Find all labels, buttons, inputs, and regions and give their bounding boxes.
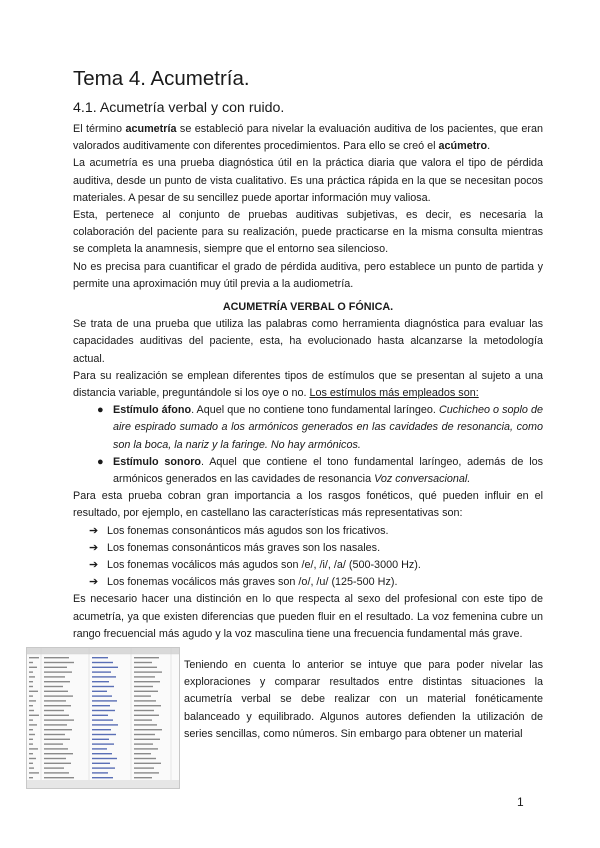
table-cell-scribble — [44, 671, 72, 672]
list-term: Estímulo áfono — [113, 404, 192, 417]
table-cell-scribble — [134, 695, 151, 696]
subheading-acumetria-verbal: ACUMETRÍA VERBAL O FÓNICA. — [222, 301, 394, 314]
table-cell-scribble — [29, 695, 33, 696]
table-cell-scribble — [44, 719, 74, 720]
table-cell-scribble — [134, 777, 152, 778]
table-cell-scribble — [134, 734, 155, 735]
table-cell-scribble — [29, 729, 33, 730]
text-run: se estableció para nivelar la evaluación auditiva de los pacientes, que eran valorados auditivamente con diferentes procedimientos. Para ello se creó el — [73, 123, 543, 153]
text-run: El término — [73, 123, 126, 135]
table-cell-scribble — [29, 739, 33, 740]
table-cell-scribble — [134, 705, 161, 706]
table-cell-scribble — [29, 691, 38, 692]
table-cell-scribble — [44, 705, 71, 706]
table-cell-scribble — [92, 695, 112, 696]
table-cell-scribble — [29, 705, 33, 706]
table-cell-scribble — [44, 695, 73, 696]
table-cell-scribble — [29, 686, 33, 687]
table-cell-scribble — [29, 777, 33, 778]
table-cell-scribble — [44, 777, 74, 778]
table-cell-scribble — [134, 739, 160, 740]
list-term: Estímulo sonoro — [113, 455, 201, 468]
table-cell-scribble — [44, 743, 63, 744]
table-cell-scribble — [29, 767, 34, 768]
right-arrow-icon: ➔ — [89, 559, 99, 572]
list-item — [89, 523, 543, 540]
stimulus-list — [73, 402, 543, 488]
page-number: 1 — [517, 795, 524, 809]
table-cell-scribble — [44, 667, 67, 668]
list-text: . Aquel que no contiene tono fundamental laríngeo. — [191, 404, 439, 417]
table-cell-scribble — [92, 681, 109, 682]
table-cell-scribble — [44, 676, 65, 677]
table-cell-scribble — [92, 691, 107, 692]
table-cell-scribble — [44, 724, 67, 725]
table-cell-scribble — [44, 739, 70, 740]
table-cell-scribble — [134, 724, 157, 725]
paragraph-2: La acumetría es una prueba diagnóstica útil en la práctica diaria que valora el tipo de pérdida auditiva, desde un punto de vista cualitativo. Es una práctica rápida en la que se necesitan pocos materiales. A pesar de su sencillez puede aportar información muy valiosa. — [73, 157, 543, 204]
table-cell-scribble — [92, 662, 113, 663]
paragraph-6 — [73, 368, 543, 402]
table-cell-scribble — [29, 724, 37, 725]
table-cell-scribble — [134, 710, 154, 711]
paragraph-9: Teniendo en cuenta lo anterior se intuye que para poder nivelar las exploraciones y comparar resultados entre distintas situaciones la acumetría verbal se debe realizar con un material fonéticamente balanceado y equilibrado. Algunos autores defienden la utilización de series sencillas, como números. Sin embargo para obtener un material — [184, 659, 543, 740]
term-acumetro: acúmetro — [438, 140, 488, 153]
table-cell-scribble — [92, 772, 108, 773]
document-body — [73, 66, 543, 643]
table-cell-scribble — [29, 719, 33, 720]
table-cell-scribble — [29, 700, 36, 701]
table-cell-scribble — [134, 729, 162, 730]
table-cell-scribble — [44, 691, 68, 692]
table-cell-scribble — [92, 686, 114, 687]
right-arrow-icon: ➔ — [89, 541, 99, 554]
bullet-icon: ● — [97, 455, 104, 468]
table-cell-scribble — [134, 667, 157, 668]
term-acumetria: acumetría — [125, 123, 177, 135]
text-beside-table — [184, 657, 543, 743]
table-cell-scribble — [134, 719, 152, 720]
list-item — [89, 540, 543, 557]
table-cell-scribble — [92, 715, 108, 716]
table-cell-scribble — [92, 743, 114, 744]
table-cell-scribble — [134, 681, 160, 682]
list-text: Los fonemas vocálicos más graves son /o/, /u/ (125-500 Hz). — [107, 576, 398, 589]
paragraph-7: Para esta prueba cobran gran importancia a los rasgos fonéticos, qué pueden influir en el resultado, por ejemplo, en castellano las características más representativas son: — [73, 490, 543, 520]
list-italic: Cuchicheo o soplo de aire espirado sumado a los armónicos generados en las cavidades de resonancia, como son la boca, la nariz y la faringe. No hay armónicos. — [113, 404, 544, 451]
list-item — [97, 454, 543, 488]
text-run: Para su realización se emplean diferentes tipos de estímulos que se presentan al sujeto a una distancia variable, preguntándole si los oye o no. — [73, 369, 543, 400]
table-cell-scribble — [44, 657, 69, 658]
table-cell-scribble — [92, 777, 113, 778]
table-cell-scribble — [134, 715, 159, 716]
table-cell-scribble — [44, 686, 63, 687]
table-cell-scribble — [92, 657, 108, 658]
table-cell-scribble — [92, 763, 110, 764]
table-cell-scribble — [134, 676, 155, 677]
table-cell-scribble — [29, 676, 35, 677]
section-heading: 4.1. Acumetría verbal y con ruido. — [73, 100, 285, 116]
table-cell-scribble — [29, 748, 38, 749]
table-cell-scribble — [92, 734, 116, 735]
text-run: . — [487, 140, 491, 153]
table-cell-scribble — [29, 681, 33, 682]
list-item — [89, 574, 543, 591]
table-cell-scribble — [29, 667, 37, 668]
table-cell-scribble — [134, 743, 153, 744]
list-item — [89, 557, 543, 574]
right-arrow-icon: ➔ — [89, 524, 99, 537]
table-cell-scribble — [44, 710, 64, 711]
paragraph-intro — [73, 121, 543, 155]
table-cell-scribble — [92, 758, 117, 759]
list-text: Los fonemas consonánticos más agudos son los fricativos. — [107, 524, 389, 537]
table-cell-scribble — [29, 715, 39, 716]
list-text: Los fonemas vocálicos más agudos son /e/, /i/, /a/ (500-3000 Hz). — [107, 559, 421, 572]
table-thumbnail-graphic — [27, 648, 179, 788]
table-cell-scribble — [44, 753, 73, 754]
table-cell-scribble — [92, 753, 112, 754]
table-cell-scribble — [92, 700, 117, 701]
table-cell-scribble — [44, 734, 65, 735]
table-cell-scribble — [92, 719, 113, 720]
table-cell-scribble — [29, 763, 33, 764]
table-cell-scribble — [134, 767, 154, 768]
paragraph-5: Se trata de una prueba que utiliza las palabras como herramienta diagnóstica para evaluar las capacidades auditivas del paciente, esta, ha evolucionado hasta alcanzarse la metodología actual. — [73, 318, 543, 365]
table-cell-scribble — [44, 729, 72, 730]
table-cell-scribble — [44, 662, 74, 663]
table-cell-scribble — [134, 691, 158, 692]
table-cell-scribble — [134, 763, 161, 764]
table-cell-scribble — [92, 667, 118, 668]
table-cell-scribble — [29, 753, 33, 754]
right-arrow-icon: ➔ — [89, 576, 99, 589]
word-list-table-image — [26, 647, 180, 789]
table-cell-scribble — [92, 767, 115, 768]
table-cell-scribble — [134, 700, 156, 701]
table-cell-scribble — [92, 671, 111, 672]
table-cell-scribble — [29, 758, 36, 759]
table-cell-scribble — [29, 772, 39, 773]
table-cell-scribble — [44, 681, 70, 682]
phoneme-list — [73, 523, 543, 592]
table-cell-scribble — [29, 743, 33, 744]
list-italic: Voz conversacional. — [374, 473, 471, 486]
table-cell-scribble — [92, 724, 118, 725]
list-item — [97, 402, 543, 454]
table-cell-scribble — [134, 662, 152, 663]
table-cell-scribble — [92, 676, 116, 677]
paragraph-3: Esta, pertenece al conjunto de pruebas auditivas subjetivas, es decir, es necesaria la colaboración del paciente para su realización, puede practicarse en la misma consulta mientras se completa la anamnesis, siempre que el entorno sea silencioso. — [73, 209, 543, 256]
table-cell-scribble — [92, 705, 110, 706]
table-cell-scribble — [134, 758, 156, 759]
table-cell-scribble — [29, 662, 33, 663]
paragraph-4: No es precisa para cuantificar el grado de pérdida auditiva, pero establece un punto de partida y permite una aproximación muy útil previa a la audiometría. — [73, 260, 543, 290]
list-text: . Aquel que contiene el tono fundamental laríngeo, además de los armónicos generados en las cavidades de resonancia — [113, 455, 544, 486]
list-text: Los fonemas consonánticos más graves son los nasales. — [107, 541, 381, 554]
page-title: Tema 4. Acumetría. — [73, 67, 250, 90]
table-cell-scribble — [29, 657, 39, 658]
table-cell-scribble — [29, 734, 35, 735]
table-cell-scribble — [44, 715, 69, 716]
table-cell-scribble — [92, 739, 109, 740]
table-cell-scribble — [92, 710, 115, 711]
table-cell-scribble — [44, 772, 69, 773]
table-cell-scribble — [134, 772, 159, 773]
table-cell-scribble — [44, 767, 64, 768]
table-cell-scribble — [44, 763, 71, 764]
table-cell-scribble — [134, 657, 159, 658]
table-cell-scribble — [29, 671, 33, 672]
table-cell-scribble — [134, 671, 162, 672]
underlined-text: Los estímulos más empleados son: — [309, 387, 479, 400]
bullet-icon: ● — [97, 404, 104, 417]
table-cell-scribble — [134, 748, 158, 749]
table-cell-scribble — [134, 753, 151, 754]
table-cell-scribble — [29, 710, 34, 711]
table-cell-scribble — [44, 700, 66, 701]
table-cell-scribble — [44, 758, 66, 759]
paragraph-8: Es necesario hacer una distinción en lo que respecta al sexo del profesional con este tipo de acumetría, ya que existen diferencias que pueden fluir en el resultado. La voz femenina cubre un rango frecuencial más agudo y la voz masculina tiene una frecuencia fundamental más grave. — [73, 593, 543, 640]
table-cell-scribble — [92, 748, 107, 749]
table-cell-scribble — [134, 686, 153, 687]
table-cell-scribble — [92, 729, 111, 730]
table-cell-scribble — [44, 748, 68, 749]
